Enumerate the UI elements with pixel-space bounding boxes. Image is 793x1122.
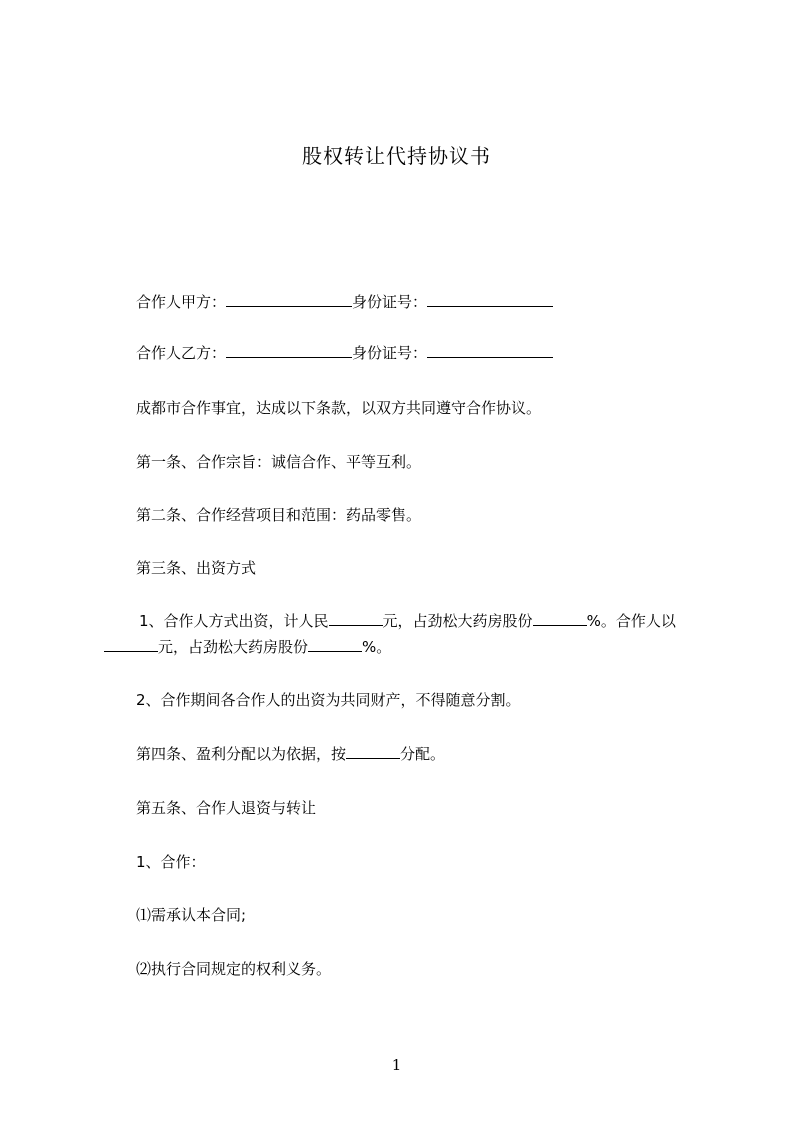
article-3-item-1-text-b: 元，占劲松大药房股份 <box>382 612 533 630</box>
party-a-name-blank <box>226 291 352 307</box>
article-3-item-1-text-e: %。 <box>362 638 392 656</box>
share-percent-blank <box>533 610 587 626</box>
partner-amount-blank <box>104 636 158 652</box>
article-5-sub-1: ⑴需承认本合同; <box>136 906 247 924</box>
party-b-name-blank <box>226 342 352 358</box>
party-a-line <box>136 291 553 313</box>
article-4-text-a: 第四条、盈利分配以为依据，按 <box>136 745 347 763</box>
page-number: 1 <box>391 1056 402 1074</box>
article-3-item-1-text-a: 1、合作人方式出资，计人民 <box>139 612 329 630</box>
partner-share-blank <box>308 636 362 652</box>
distribution-basis-blank <box>346 743 400 759</box>
article-5-item-1: 1、合作： <box>136 853 206 871</box>
article-4 <box>136 743 445 765</box>
article-2: 第二条、合作经营项目和范围：药品零售。 <box>136 506 422 524</box>
party-b-line <box>136 342 553 364</box>
intro-paragraph: 成都市合作事宜，达成以下条款，以双方共同遵守合作协议。 <box>136 399 542 417</box>
article-3-item-2: 2、合作期间各合作人的出资为共同财产，不得随意分割。 <box>136 691 521 709</box>
article-3-item-1-text-c: %。合作人以 <box>586 612 676 630</box>
article-4-text-b: 分配。 <box>400 745 446 763</box>
article-3-item-1-line-2 <box>104 636 391 658</box>
party-a-id-label: 身份证号： <box>352 293 428 311</box>
article-5-sub-2: ⑵执行合同规定的权利义务。 <box>136 960 332 978</box>
article-3-item-1-line-1 <box>139 610 676 632</box>
capital-amount-blank <box>329 610 383 626</box>
party-a-id-blank <box>427 291 553 307</box>
article-3-item-1-text-d: 元，占劲松大药房股份 <box>158 638 309 656</box>
article-1: 第一条、合作宗旨：诚信合作、平等互利。 <box>136 453 422 471</box>
article-3-heading: 第三条、出资方式 <box>136 559 257 577</box>
party-b-label: 合作人乙方： <box>136 344 227 362</box>
article-5-heading: 第五条、合作人退资与转让 <box>136 799 317 817</box>
party-a-label: 合作人甲方： <box>136 293 227 311</box>
document-title: 股权转让代持协议书 <box>302 144 491 168</box>
party-b-id-blank <box>427 342 553 358</box>
party-b-id-label: 身份证号： <box>352 344 428 362</box>
